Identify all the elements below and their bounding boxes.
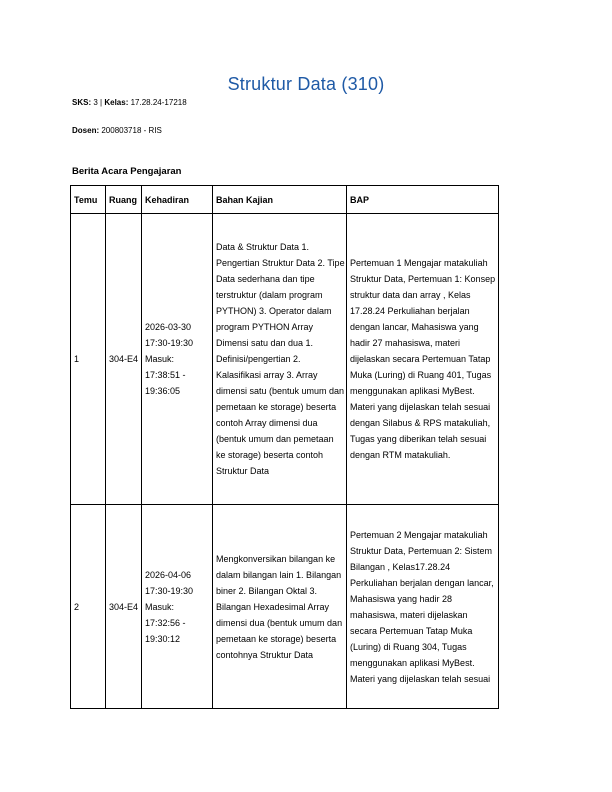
cell-bahan-kajian: Mengkonversikan bilangan ke dalam bilangan lain 1. Bilangan biner 2. Bilangan Oktal 3. Bilangan Hexadesimal Array dimensi dua (bentuk umum dan pemetaan ke storage) beserta contohnya Struktur Data: [213, 505, 347, 709]
table-header-row: [71, 186, 499, 214]
page-title: Struktur Data (310): [227, 74, 385, 94]
meta-separator: |: [100, 98, 103, 107]
kelas-label: Kelas:: [104, 98, 129, 107]
header-ruang: Ruang: [106, 186, 142, 214]
cell-kehadiran: [142, 214, 213, 505]
sks-value: 3: [93, 98, 98, 107]
cell-ruang: 304-E4: [106, 505, 142, 709]
sks-label: SKS:: [72, 98, 92, 107]
kehadiran-masuk: Masuk: 17:38:51 - 19:36:05: [145, 354, 186, 396]
cell-ruang: 304-E4: [106, 214, 142, 505]
cell-kehadiran: [142, 505, 213, 709]
dosen-value: 200803718 - RIS: [101, 126, 162, 135]
dosen-label: Dosen:: [72, 126, 100, 135]
header-bap: BAP: [347, 186, 499, 214]
cell-temu: 2: [71, 505, 106, 709]
bap-text: Pertemuan 2 Mengajar matakuliah Struktur Data, Pertemuan 2: Sistem Bilangan , Kelas17.28.24 Perkuliahan berjalan dengan lancar, Mahasiswa yang hadir 28 mahasiswa, materi dijelaskan secara Pertemuan Tatap Muka (Luring) di Ruang 304, Tugas menggunakan aplikasi MyBest. Materi yang dijelaskan telah sesuai: [350, 529, 494, 684]
attendance-table: [70, 185, 499, 709]
table-row: [71, 505, 499, 709]
cell-temu: 1: [71, 214, 106, 505]
kehadiran-jadwal: 2026-04-06 17:30-19:30: [145, 569, 194, 596]
section-title: Berita Acara Pengajaran: [72, 166, 182, 177]
cell-bap: Pertemuan 1 Mengajar matakuliah Struktur Data, Pertemuan 1: Konsep struktur data dan array , Kelas 17.28.24 Perkuliahan berjalan dengan lancar, Mahasiswa yang hadir 27 mahasiswa, materi dijelaskan secara Pertemuan Tatap Muka (Luring) di Ruang 401, Tugas menggunakan aplikasi MyBest. Materi yang dijelaskan telah sesuai dengan Silabus & RPS matakuliah, Tugas yang diberikan telah sesuai dengan RTM matakuliah.: [347, 214, 499, 505]
header-bahan-kajian: Bahan Kajian: [213, 186, 347, 214]
lecturer-meta: [72, 126, 162, 136]
header-kehadiran: Kehadiran: [142, 186, 213, 214]
header-temu: Temu: [71, 186, 106, 214]
kehadiran-masuk: Masuk: 17:32:56 - 19:30:12: [145, 601, 186, 644]
course-meta: [72, 98, 187, 108]
kelas-value: 17.28.24-17218: [130, 98, 187, 107]
kehadiran-jadwal: 2026-03-30 17:30-19:30: [145, 322, 194, 348]
cell-bap: [347, 505, 499, 709]
table-row: [71, 214, 499, 505]
cell-bahan-kajian: Data & Struktur Data 1. Pengertian Struktur Data 2. Tipe Data sederhana dan tipe terstruktur (dalam program PYTHON) 3. Operator dalam program PYTHON Array Dimensi satu dan dua 1. Definisi/pengertian 2. Kalasifikasi array 3. Array dimensi satu (bentuk umum dan pemetaan ke storage) beserta contoh Array dimensi dua (bentuk umum dan pemetaan ke storage) beserta contoh Struktur Data: [213, 214, 347, 505]
